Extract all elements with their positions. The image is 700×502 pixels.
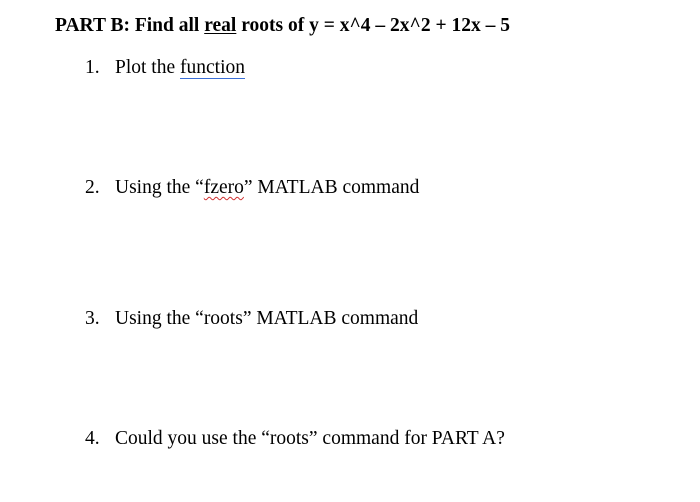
item-text: Using the “roots” MATLAB command <box>115 308 419 329</box>
list-item-1 <box>85 57 245 79</box>
item-text: Using the “ <box>115 177 204 198</box>
list-number: 2. <box>85 177 100 198</box>
list-number: 3. <box>85 308 100 329</box>
spellcheck-word-fzero[interactable]: fzero <box>203 177 244 198</box>
heading-underlined-word: real <box>204 15 237 36</box>
heading-suffix: roots of y = x^4 – 2x^2 + 12x – 5 <box>236 15 510 36</box>
item-text: Plot the <box>115 57 181 78</box>
item-text: Could you use the “roots” command for PART A? <box>115 428 505 449</box>
function-link-word[interactable]: function <box>180 57 245 78</box>
list-item-3 <box>85 308 418 330</box>
list-number: 4. <box>85 428 100 449</box>
list-item-4 <box>85 428 505 450</box>
list-item-2 <box>85 177 419 199</box>
heading-prefix: PART B: Find all <box>55 15 205 36</box>
item-text-after: ” MATLAB command <box>243 177 420 198</box>
part-b-heading <box>55 15 510 37</box>
list-number: 1. <box>85 57 100 78</box>
